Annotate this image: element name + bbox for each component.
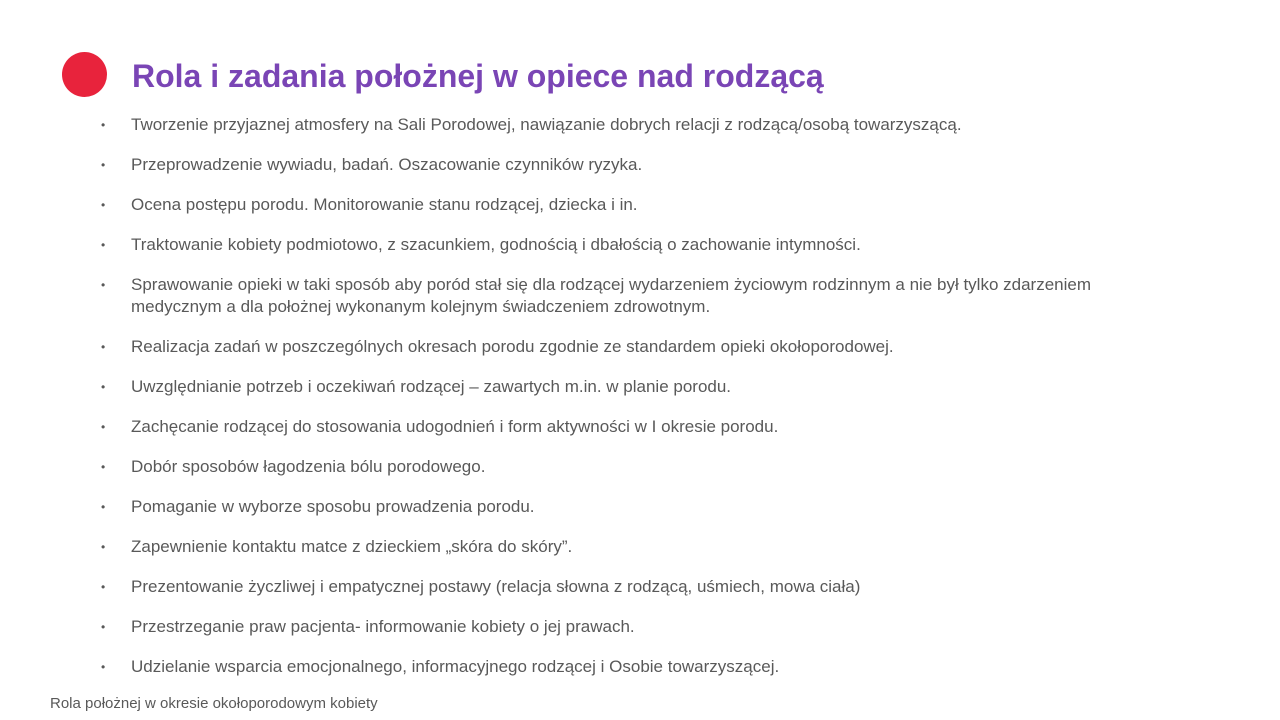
bullet-item [0,576,1280,598]
bullet-item [0,154,1280,176]
bullet-text: Przestrzeganie praw pacjenta- informowanie kobiety o jej prawach. [131,617,635,636]
bullet-item [0,536,1280,558]
bullet-marker-icon: • [101,460,106,474]
bullet-marker-icon: • [101,118,106,132]
bullet-item [0,656,1280,678]
bullet-marker-icon: • [101,540,106,554]
bullet-item [0,416,1280,438]
bullet-text: Traktowanie kobiety podmiotowo, z szacunkiem, godnością i dbałością o zachowanie intymności. [131,235,861,254]
bullet-text: Udzielanie wsparcia emocjonalnego, informacyjnego rodzącej i Osobie towarzyszącej. [131,657,780,676]
bullet-text: Ocena postępu porodu. Monitorowanie stanu rodzącej, dziecka i in. [131,195,638,214]
bullet-item [0,274,1280,318]
bullet-text: Dobór sposobów łagodzenia bólu porodowego. [131,457,486,476]
red-circle-decoration [62,52,107,97]
bullet-item [0,114,1280,136]
bullet-marker-icon: • [101,500,106,514]
bullet-marker-icon: • [101,420,106,434]
bullet-text: Przeprowadzenie wywiadu, badań. Oszacowanie czynników ryzyka. [131,155,643,174]
bullet-text: Realizacja zadań w poszczególnych okresach porodu zgodnie ze standardem opieki okołoporodowej. [131,337,894,356]
bullet-item [0,376,1280,398]
bullet-list [0,114,1280,696]
bullet-text: Tworzenie przyjaznej atmosfery na Sali Porodowej, nawiązanie dobrych relacji z rodzącą/osobą towarzyszącą. [131,115,962,134]
bullet-text: Prezentowanie życzliwej i empatycznej postawy (relacja słowna z rodzącą, uśmiech, mowa ciała) [131,577,861,596]
bullet-marker-icon: • [101,620,106,634]
bullet-item [0,616,1280,638]
bullet-marker-icon: • [101,158,106,172]
bullet-text: Zapewnienie kontaktu matce z dzieckiem „skóra do skóry”. [131,537,573,556]
bullet-marker-icon: • [101,278,106,292]
bullet-marker-icon: • [101,580,106,594]
bullet-marker-icon: • [101,660,106,674]
slide-title: Rola i zadania położnej w opiece nad rodzącą [132,58,824,94]
bullet-marker-icon: • [101,198,106,212]
bullet-item [0,496,1280,518]
bullet-marker-icon: • [101,340,106,354]
slide-footer: Rola położnej w okresie okołoporodowym kobiety [50,695,378,712]
bullet-text: Zachęcanie rodzącej do stosowania udogodnień i form aktywności w I okresie porodu. [131,417,779,436]
bullet-item [0,336,1280,358]
bullet-marker-icon: • [101,238,106,252]
bullet-item [0,456,1280,478]
bullet-item [0,234,1280,256]
bullet-text: Uwzględnianie potrzeb i oczekiwań rodzącej – zawartych m.in. w planie porodu. [131,377,732,396]
bullet-marker-icon: • [101,380,106,394]
bullet-item [0,194,1280,216]
bullet-text: Sprawowanie opieki w taki sposób aby poród stał się dla rodzącej wydarzeniem życiowym rodzinnym a nie był tylko zdarzeniem medycznym a dla położnej wykonanym kolejnym świadczeniem zdrowotnym. [131,275,1091,316]
bullet-text: Pomaganie w wyborze sposobu prowadzenia porodu. [131,497,535,516]
